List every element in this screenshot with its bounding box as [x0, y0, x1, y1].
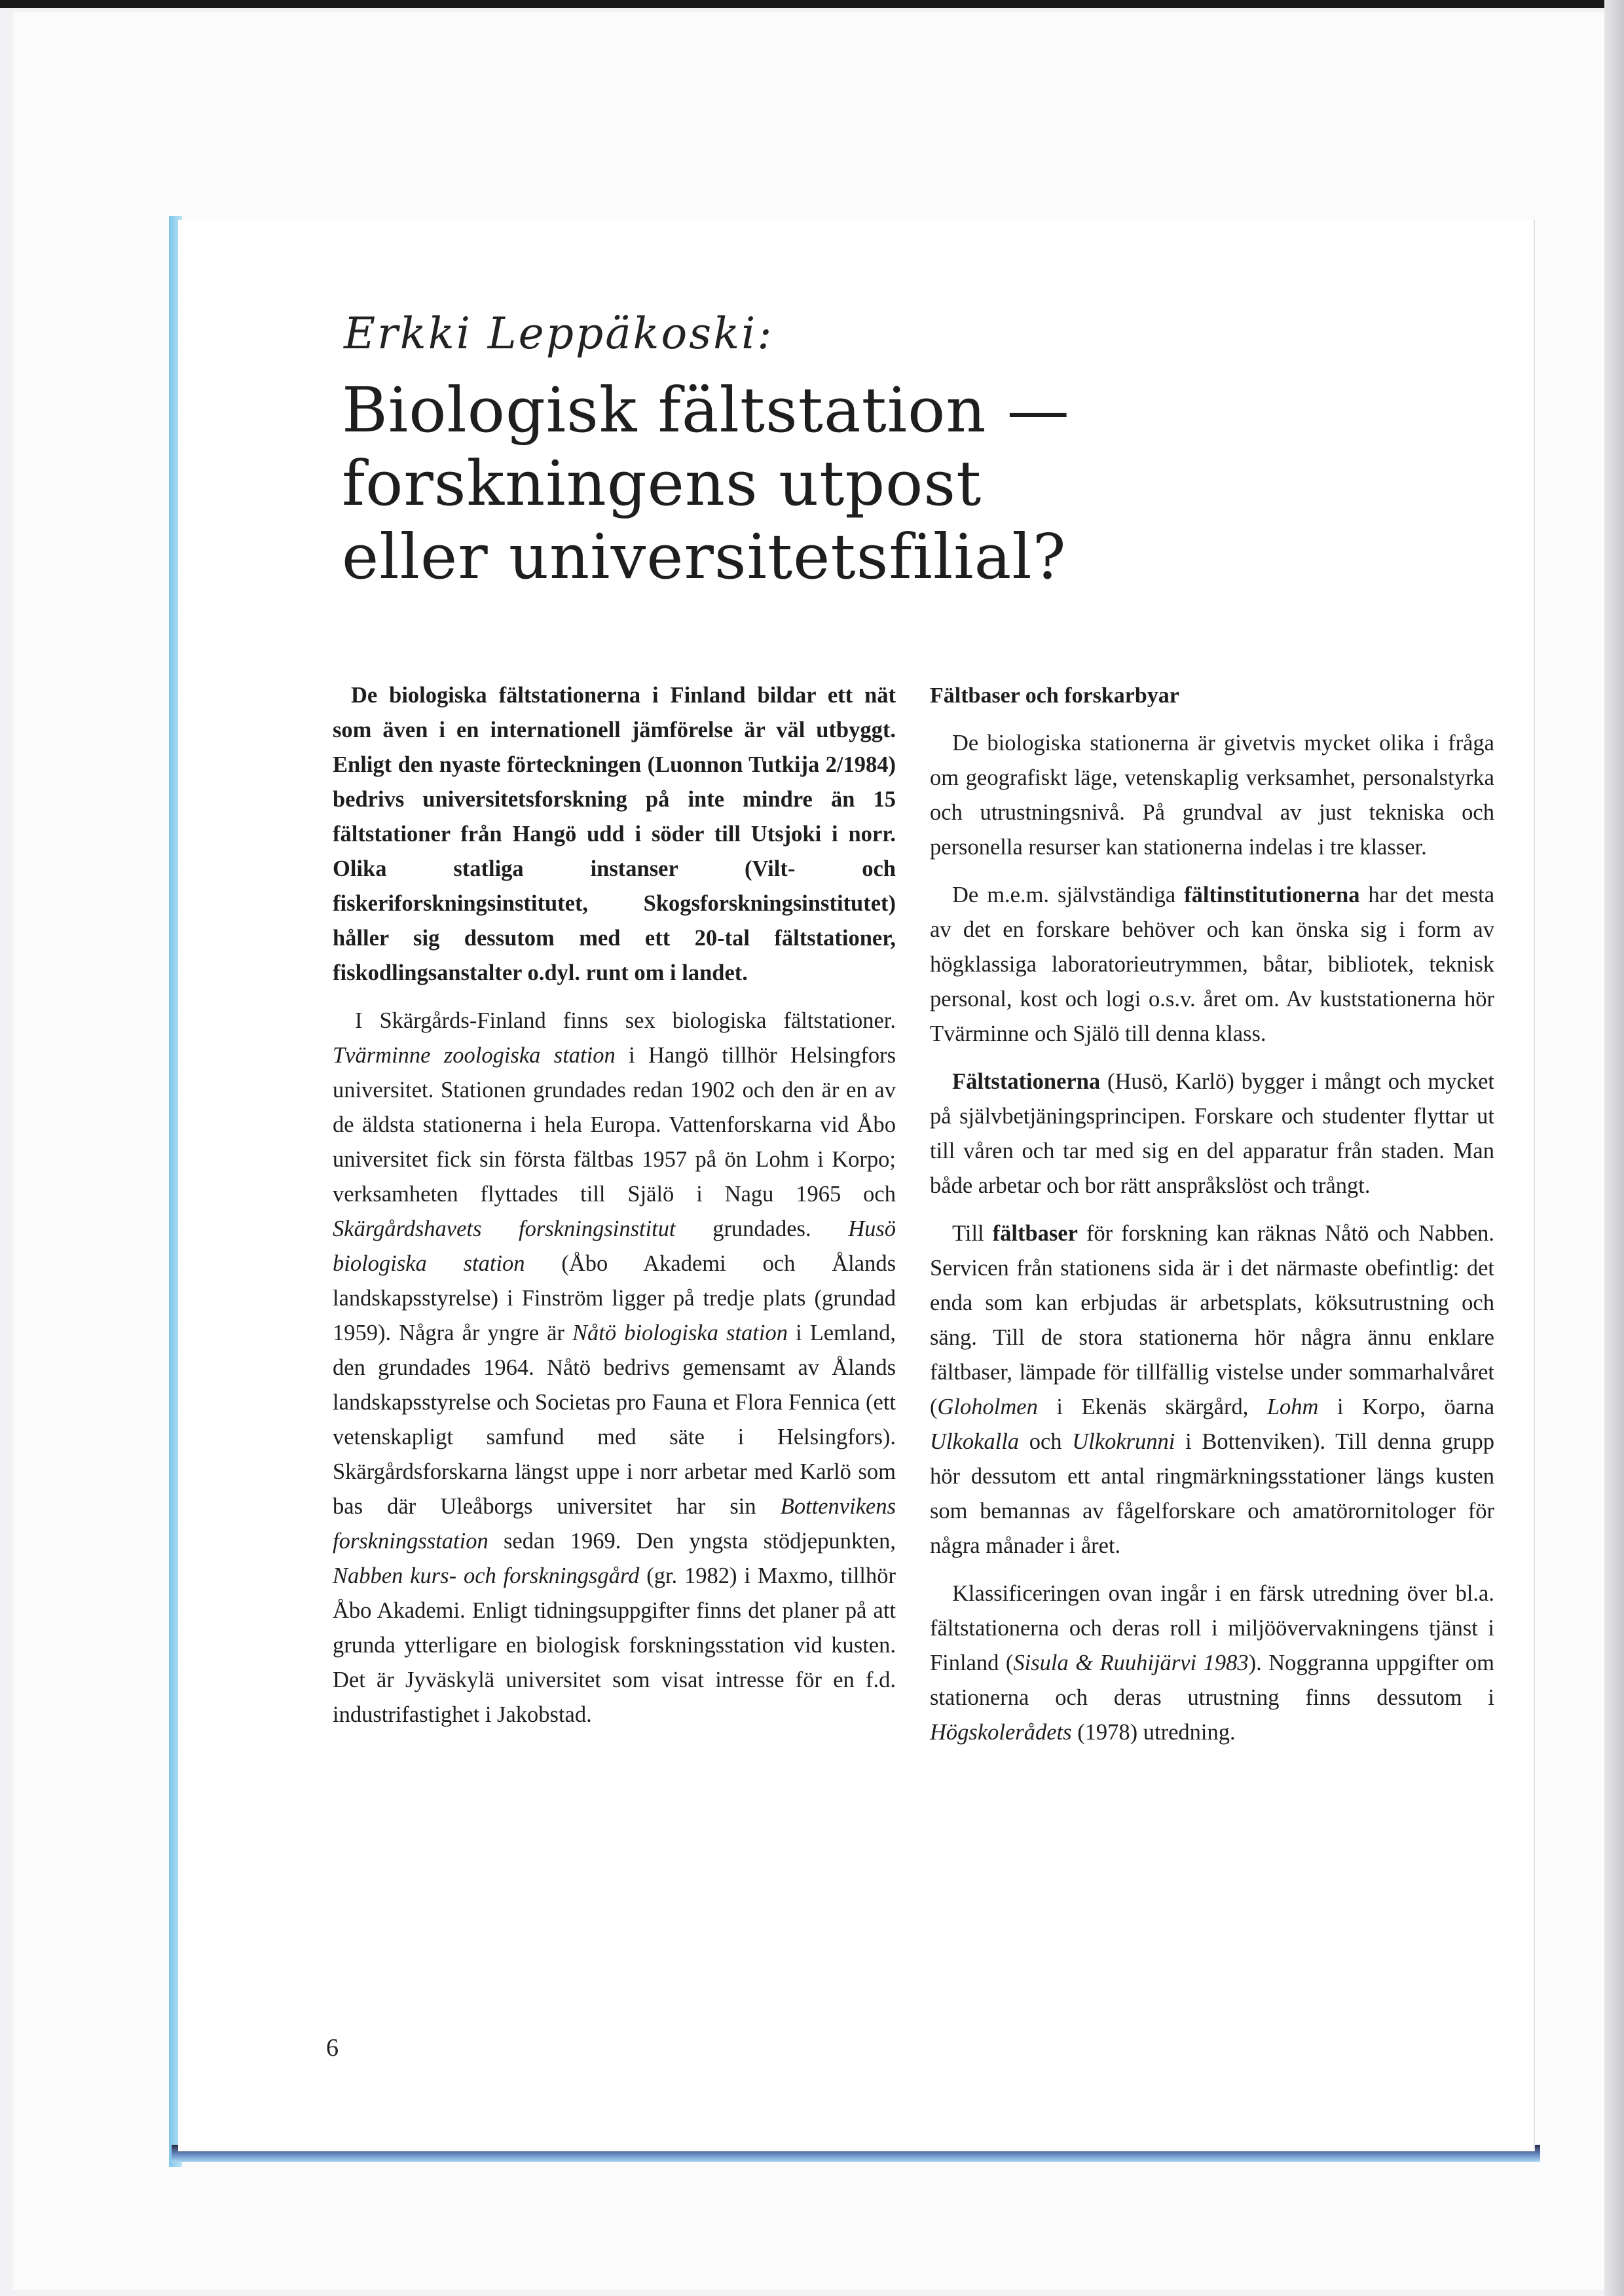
station-name-huso: Husö biologiska station: [333, 1216, 896, 1276]
place-gloholmen: Gloholmen: [937, 1394, 1038, 1419]
text-run: i Lemland, den grundades 1964. Nåtö bedrivs gemensamt av Ålands landskapsstyrelse och Societas pro Fauna et Flora Fennica (ett vetenskapligt samfund med säte i Helsingfors). Skärgårdsforskarna längst uppe i norr arbetar med Karlö som bas där Uleåborgs universitet har sin: [333, 1321, 896, 1519]
lead-paragraph: De biologiska fältstationerna i Finland bildar ett nät som även i en internationell jämförelse är väl utbyggt. Enligt den nyaste förteckningen (Luonnon Tutkija 2/1984) bedrivs universitetsforskning på inte mindre än 15 fältstationer från Hangö udd i söder till Utsjoki i norr. Olika statliga instanser (Vilt- och fiskeriforskningsinstitutet, Skogsforskningsinstitutet) håller sig dessutom med ett 20-tal fältstationer, fiskodlingsanstalter o.dyl. runt om i landet.: [333, 683, 896, 985]
magazine-page: [178, 220, 1534, 2151]
text-run: sedan 1969. Den yngsta stödjepunkten,: [503, 1529, 896, 1554]
text-run: har det mesta av det en forskare behöver och kan önska sig i form av högklassiga laboratorieutrymmen, båtar, bibliotek, teknisk personal, kost och logi o.s.v. året om. Av kuststationerna hör Tvärminne och Själö till denna klass.: [930, 883, 1495, 1046]
place-lohm: Lohm: [1266, 1394, 1319, 1419]
citation-hogskoleradet: Högskolerådets: [930, 1720, 1072, 1745]
text-run: i Bottenviken). Till denna grupp hör dessutom ett antal ringmärkningsstationer längs kusten som bemannas av fågelforskare och amatörornitologer för några månader i året.: [930, 1429, 1495, 1558]
term-faltstationerna: Fältstationerna: [952, 1069, 1101, 1094]
body-paragraph-fieldstations: [930, 1065, 1494, 1203]
station-name-nabben: Nabben kurs- och forskningsgård: [333, 1563, 640, 1588]
title-line-3: eller universitetsfilial?: [342, 521, 1067, 593]
body-paragraph-references: [930, 1576, 1494, 1750]
text-run: i Ekenäs skärgård,: [1056, 1394, 1249, 1419]
text-run: (Åbo Akademi och Ålands landskapsstyrelse) i Finström ligger på tredje plats (grundad 1959). Några år yngre är: [333, 1251, 896, 1345]
text-run: Klassificeringen ovan ingår i en färsk utredning över bl.a. fältstationerna och deras roll i miljöövervakningens tjänst i Finland (: [930, 1581, 1494, 1675]
text-run: Till: [952, 1221, 984, 1246]
term-faltinstitutionerna: fältinstitutionerna: [1184, 883, 1360, 907]
body-paragraph-fieldbases: [930, 1216, 1494, 1563]
left-column: [333, 678, 896, 1745]
station-name-tvarminne: Tvärminne zoologiska station: [333, 1043, 616, 1068]
text-run: grundades.: [712, 1216, 811, 1241]
body-paragraph-fieldinstitutions: [930, 878, 1494, 1051]
citation-sisula: Sisula & Ruuhijärvi 1983: [1013, 1650, 1249, 1675]
institute-name-skargardshavet: Skärgårdshavets forskningsinstitut: [333, 1216, 676, 1241]
title-line-1: Biologisk fältstation —: [342, 374, 1070, 446]
term-faltbaser: fältbaser: [992, 1221, 1078, 1246]
section-heading: Fältbaser och forskarbyar: [930, 683, 1179, 708]
body-paragraph-stations: [333, 1004, 896, 1732]
text-run: De m.e.m. självständiga: [952, 883, 1176, 907]
text-run: i Korpo, öarna: [1337, 1394, 1495, 1419]
page-number: 6: [326, 2034, 339, 2062]
body-paragraph-classes: De biologiska stationerna är givetvis mycket olika i fråga om geografiskt läge, vetenskaplig verksamhet, personalstyrka och utrustningsnivå. På grundval av just tekniska och personella resurser kan stationerna indelas i tre klasser.: [930, 731, 1494, 860]
text-run: I Skärgårds-Finland finns sex biologiska fältstationer.: [355, 1008, 896, 1033]
text-run: (1978) utredning.: [1077, 1720, 1236, 1745]
place-ulkokalla: Ulkokalla: [930, 1429, 1020, 1454]
text-run: ). Noggranna uppgifter om stationerna och deras utrustning finns dessutom i: [930, 1650, 1494, 1710]
right-column: [930, 678, 1494, 1763]
text-run: i Hangö tillhör Helsingfors universitet. Stationen grundades redan 1902 och den är en av de äldsta stationerna i hela Europa. Vattenforskarna vid Åbo universitet fick sin första fältbas 1957 på ön Lohm i Korpo; verksamheten flyttades till Själö i Nagu 1965 och: [333, 1043, 896, 1207]
scan-edge-right: [1604, 0, 1624, 2296]
title-line-2: forskningens utpost: [342, 448, 982, 520]
text-run: (gr. 1982) i Maxmo, tillhör Åbo Akademi. Enligt tidningsuppgifter finns det planer på att grunda ytterligare en biologisk forskningsstation vid kusten. Det är Jyväskylä universitet som visat intresse för en f.d. industrifastighet i Jakobstad.: [333, 1563, 896, 1727]
author-name: Erkki Leppäkoski:: [344, 308, 774, 359]
text-run: (Husö, Karlö) bygger i mångt och mycket på självbetjäningsprincipen. Forskare och studenter flyttar ut till våren och tar med sig en del apparatur från staden. Man både arbetar och bor rätt anspråkslöst och trångt.: [930, 1069, 1494, 1198]
station-name-bottenviken: Bottenvikens forskningsstation: [333, 1494, 896, 1554]
article-title: [342, 374, 1455, 594]
lead-paragraph-block: [333, 678, 896, 991]
scan-edge-top: [0, 0, 1624, 8]
station-name-nato: Nåtö biologiska station: [572, 1321, 788, 1345]
text-run: och: [1029, 1429, 1062, 1454]
place-ulkokrunni: Ulkokrunni: [1072, 1429, 1175, 1454]
text-run: för forskning kan räknas Nåtö och Nabben. Servicen från stationens sida är i det närmaste obefintlig: det enda som kan erbjudas är arbetsplats, köksutrustning och säng. Till de stora stationerna hör några ännu enklare fältbaser, lämpade för tillfällig vistelse under sommarhalvåret (: [930, 1221, 1495, 1419]
